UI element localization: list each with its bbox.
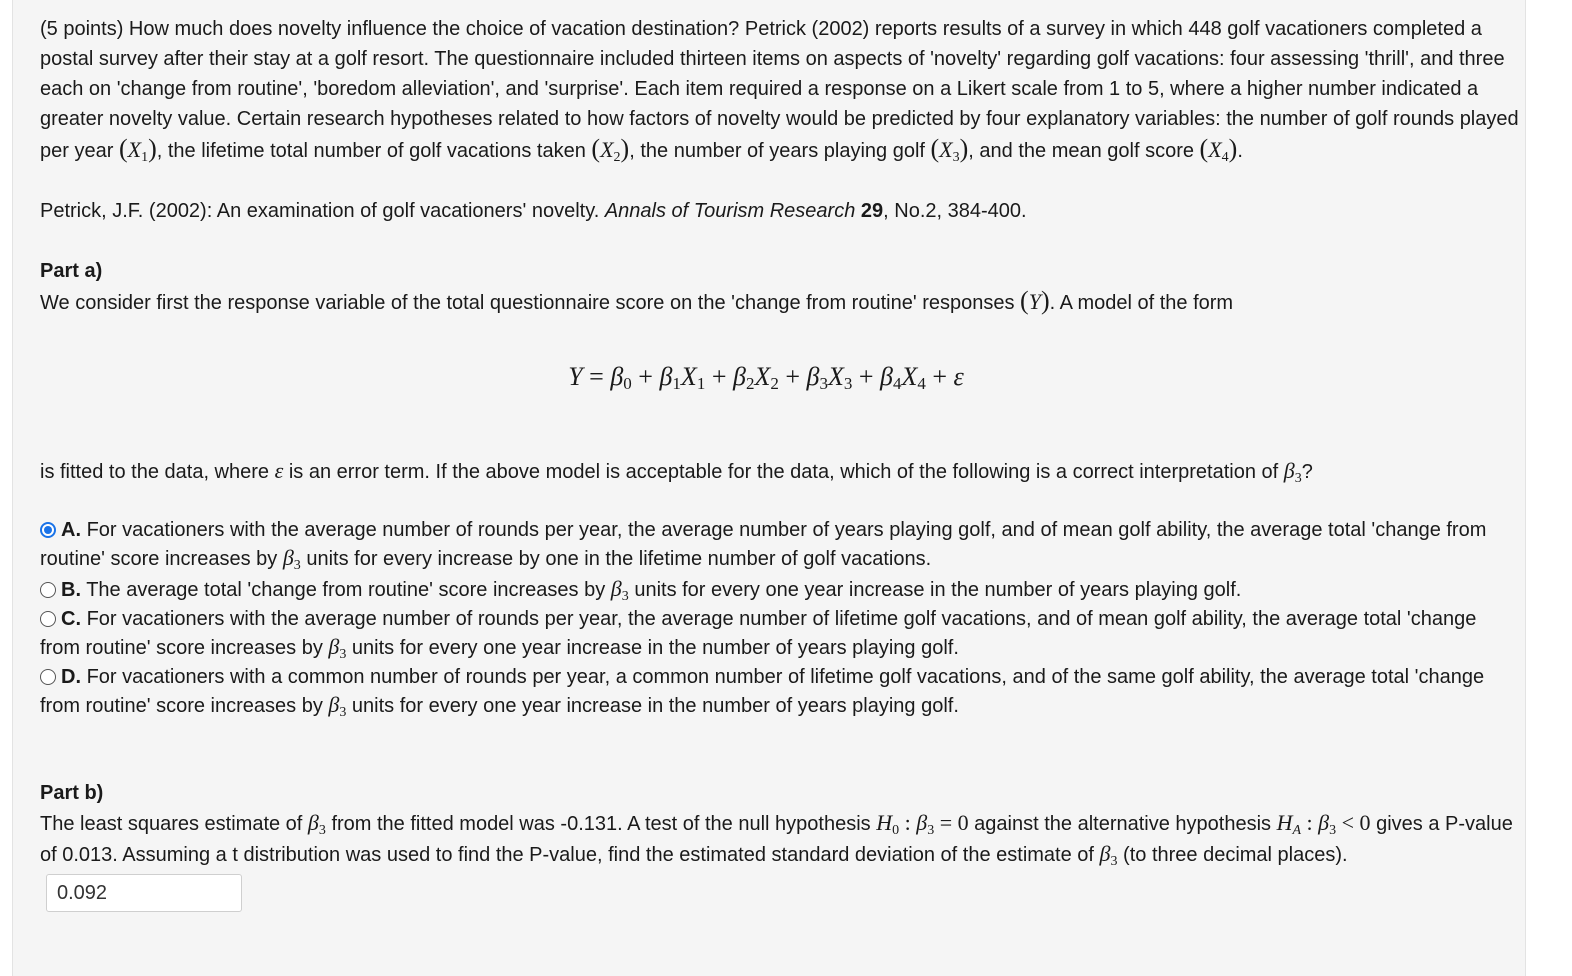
- math-beta3: $\beta_3$: [328, 634, 347, 662]
- math-x2: $(X_2)$: [591, 134, 630, 165]
- math-epsilon: ε: [274, 458, 284, 483]
- math-beta3: $\beta_3$: [307, 810, 326, 838]
- option-d[interactable]: D. For vacationers with a common number of rounds per year, a common number of lifetime golf vacations, and of the same golf ability, the average total 'change from routine' score increases by $\beta_3$ units for every one year increase in the number of years playing golf.: [40, 666, 1485, 720]
- radio-option-d[interactable]: [40, 669, 56, 685]
- math-beta3: $\beta_3$: [1099, 841, 1118, 869]
- citation-volume: 29: [860, 200, 884, 222]
- math-null-hypothesis: $H_0$ : $\beta_3 = 0$: [876, 810, 969, 838]
- answer-options: [40, 517, 1520, 720]
- answer-input[interactable]: [46, 874, 242, 912]
- radio-option-a[interactable]: [40, 522, 56, 538]
- intro-text: , the number of years playing golf: [629, 140, 931, 162]
- citation-journal: Annals of Tourism Research: [604, 200, 856, 222]
- intro-text: , the lifetime total number of golf vacations taken: [156, 140, 592, 162]
- math-x3: $(X_3)$: [930, 134, 969, 165]
- math-x4: $(X_4)$: [1199, 134, 1238, 165]
- math-y: (Y): [1020, 286, 1050, 315]
- intro-text: , and the mean golf score: [968, 140, 1200, 162]
- math-beta3: $\beta_3$: [610, 576, 629, 604]
- part-b-title: Part b): [40, 782, 104, 804]
- option-b[interactable]: B. The average total 'change from routine' score increases by $\beta_3$ units for every one year increase in the number of years playing golf.: [40, 575, 1520, 604]
- intro-text: .: [1237, 140, 1243, 162]
- math-beta3: $\beta_3$: [328, 692, 347, 720]
- intro-paragraph: [40, 14, 1520, 166]
- math-beta3: $\beta_3$: [282, 545, 301, 573]
- radio-option-c[interactable]: [40, 611, 56, 627]
- citation: Petrick, J.F. (2002): An examination of golf vacationers' novelty. Annals of Tourism Research 29, No.2, 384-400.: [40, 200, 1027, 222]
- part-a-title: Part a): [40, 260, 103, 282]
- math-x1: $(X_1)$: [118, 134, 157, 165]
- option-c[interactable]: C. For vacationers with the average number of rounds per year, the average number of lifetime golf vacations, and of mean golf ability, the average total 'change from routine' score increases by $\beta_3$ units for every one year increase in the number of years playing golf.: [40, 608, 1477, 662]
- part-a-question: is fitted to the data, where ε is an error term. If the above model is acceptable for the data, which of the following is a correct interpretation of $\beta_3$?: [40, 458, 1313, 486]
- intro-text: (5 points) How much does novelty influence the choice of vacation destination? Petrick (2002) reports results of a survey in which 448 golf vacationers completed a postal survey after their stay at a golf resort. The questionnaire included thirteen items on aspects of 'novelty' regarding golf vacations: four assessing 'thrill', and three each on 'change from routine', 'boredom alleviation', and 'surprise'. Each item required a response on a Likert scale from 1 to 5, where a higher number indicated a greater novelty value. Certain research hypotheses related to how factors of novelty would be predicted by four explanatory variables: the number of golf rounds played per year: [40, 18, 1519, 162]
- option-a[interactable]: A. For vacationers with the average number of rounds per year, the average number of years playing golf, and of mean golf ability, the average total 'change from routine' score increases by $\beta_3$ units for every increase by one in the lifetime number of golf vacations.: [40, 519, 1487, 573]
- question-panel: [12, 0, 1526, 976]
- question-content: [40, 14, 1520, 912]
- model-equation: $Y = \beta_0 + \beta_1X_1 + \beta_2X_2 + \beta_3X_3 + \beta_4X_4 + \varepsilon$: [568, 362, 964, 393]
- math-beta3: $\beta_3$: [1283, 458, 1302, 486]
- part-b-text: The least squares estimate of $\beta_3$ from the fitted model was -0.131. A test of the null hypothesis $H_0$ : $\beta_3 = 0$ against the alternative hypothesis $H_A$ : $\beta_3 < 0$ gives a P-value of 0.013. Assuming a t distribution was used to find the P-value, find the estimated standard deviation of the estimate of $\beta_3$ (to three decimal places).: [40, 810, 1513, 869]
- part-a-lead: We consider first the response variable of the total questionnaire score on the 'change from routine' responses (Y). A model of the form: [40, 286, 1234, 315]
- radio-option-b[interactable]: [40, 582, 56, 598]
- math-alt-hypothesis: $H_A$ : $\beta_3 < 0$: [1276, 810, 1371, 838]
